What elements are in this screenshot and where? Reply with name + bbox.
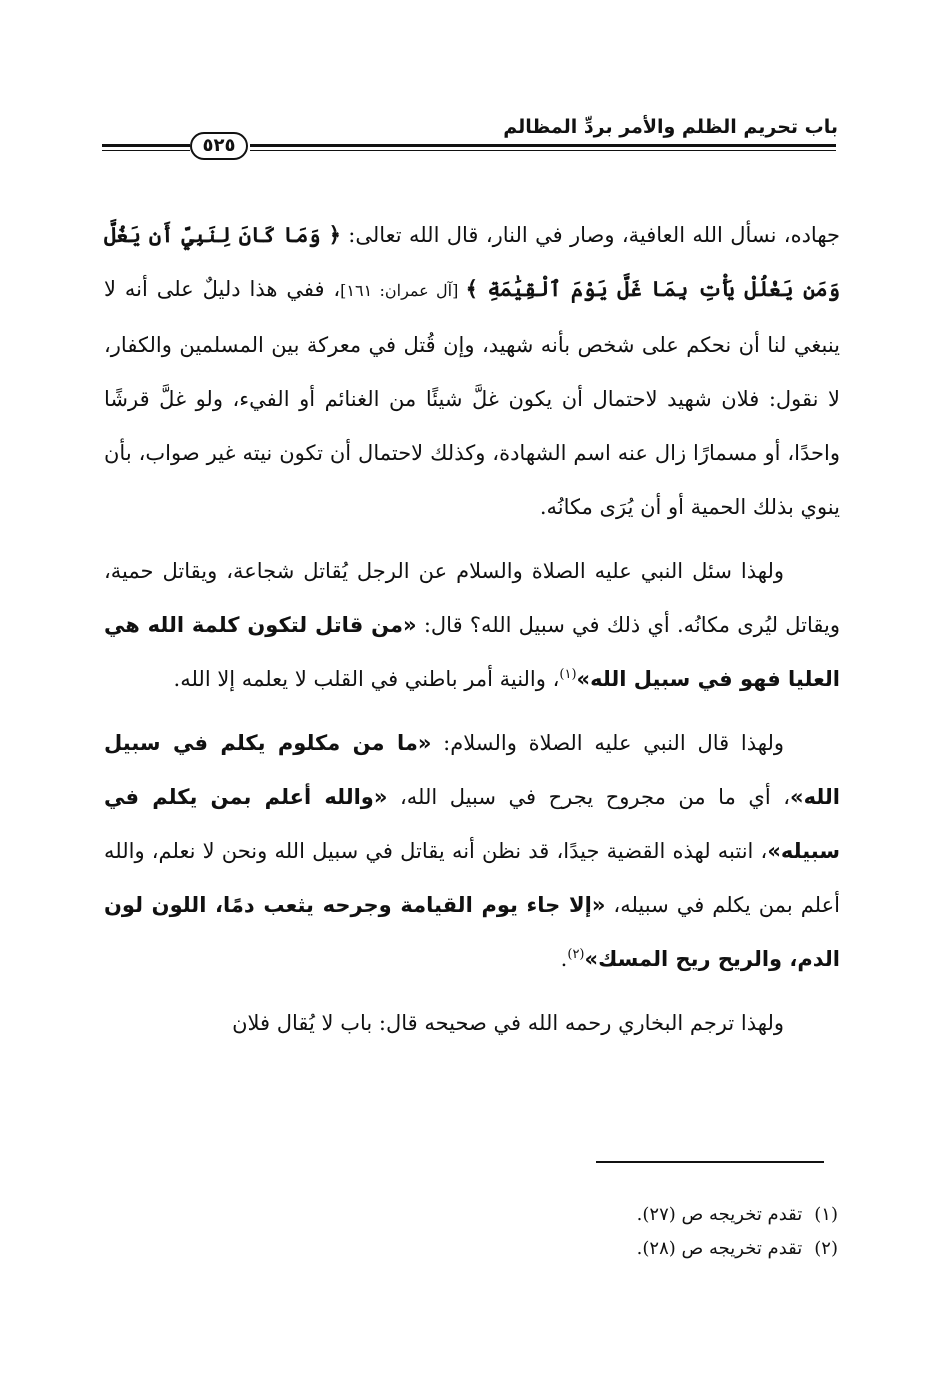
text-run: . bbox=[560, 947, 568, 971]
paragraph bbox=[104, 996, 840, 1050]
text-run: ، أي ما من مجروح يجرح في سبيل الله، bbox=[387, 785, 791, 809]
footnote bbox=[338, 1198, 838, 1232]
footnotes bbox=[338, 1198, 838, 1266]
header-rule bbox=[250, 144, 836, 147]
hadith-quote: «من قاتل لتكون كلمة الله هي العليا فهو في سبيل الله» bbox=[104, 613, 840, 691]
hadith-quote: «ما من مكلوم يكلم في سبيل الله» bbox=[104, 731, 840, 809]
text-run: ، والنية أمر باطني في القلب لا يعلمه إلا الله. bbox=[173, 667, 560, 691]
footnote-text: تقدم تخريجه ص (٢٨). bbox=[636, 1238, 803, 1259]
header-rule bbox=[102, 150, 190, 151]
text-run: ، ففي هذا دليلٌ على أنه لا ينبغي لنا أن نحكم على شخص بأنه شهيد، وإن قُتل في معركة بين المسلمين والكفار، لا نقول: فلان شهيد لاحتمال أن يكون غلَّ شيئًا من الغنائم أو الفيء، ولو غلَّ قرشًا واحدًا، أو مسمارًا زال عنه اسم الشهادة، وكذلك لاحتمال أن تكون نيته غير صواب، بأن ينوي بذلك الحمية أو أن يُرَى مكانُه. bbox=[104, 277, 840, 519]
footnote-separator bbox=[596, 1161, 824, 1163]
text-run: ، انتبه لهذه القضية جيدًا، قد نظن أنه يقاتل في سبيل الله ونحن لا نعلم، والله أعلم بمن يكلم في سبيله، bbox=[104, 839, 840, 917]
footnote-text: تقدم تخريجه ص (٢٧). bbox=[636, 1204, 803, 1225]
text-run: جهاده، نسأل الله العافية، وصار في النار، قال الله تعالى: bbox=[340, 223, 840, 247]
page-number: ٥٢٥ bbox=[190, 132, 248, 160]
text-run: ولهذا سئل النبي عليه الصلاة والسلام عن الرجل يُقاتل شجاعة، ويقاتل حمية، ويقاتل ليُرى مكانُه. أي ذلك في سبيل الله؟ قال: bbox=[104, 559, 840, 637]
footnote bbox=[338, 1232, 838, 1266]
footnote-marker: (١) bbox=[559, 667, 577, 682]
verse-reference: [آل عمران: ١٦١] bbox=[340, 281, 466, 300]
footnote-number: (١) bbox=[814, 1204, 838, 1225]
header-rule bbox=[250, 150, 836, 151]
header-rule bbox=[102, 144, 190, 147]
footnote-number: (٢) bbox=[814, 1238, 838, 1259]
hadith-quote: «والله أعلم بمن يكلم في سبيله» bbox=[104, 785, 840, 863]
paragraph bbox=[104, 716, 840, 986]
text-run: ولهذا قال النبي عليه الصلاة والسلام: bbox=[431, 731, 784, 755]
running-title: باب تحريم الظلم والأمر بردِّ المظالم bbox=[503, 116, 838, 138]
hadith-quote: «إلا جاء يوم القيامة وجرحه يثعب دمًا، اللون لون الدم، والريح ريح المسك» bbox=[104, 893, 840, 971]
paragraph bbox=[104, 208, 840, 534]
paragraph bbox=[104, 544, 840, 706]
text-run: ولهذا ترجم البخاري رحمه الله في صحيحه قال: باب لا يُقال فلان bbox=[232, 1011, 784, 1035]
body-text bbox=[104, 208, 840, 1060]
footnote-marker: (٢) bbox=[567, 947, 585, 962]
quran-verse: ﴿ وَمَا كَانَ لِنَبِيٍّ أَن يَغُلَّ وَمَن يَغْلُلْ يَأْتِ بِمَا غَلَّ يَوْمَ ٱلْقِيَٰمَةِ ﴾ bbox=[104, 222, 840, 301]
